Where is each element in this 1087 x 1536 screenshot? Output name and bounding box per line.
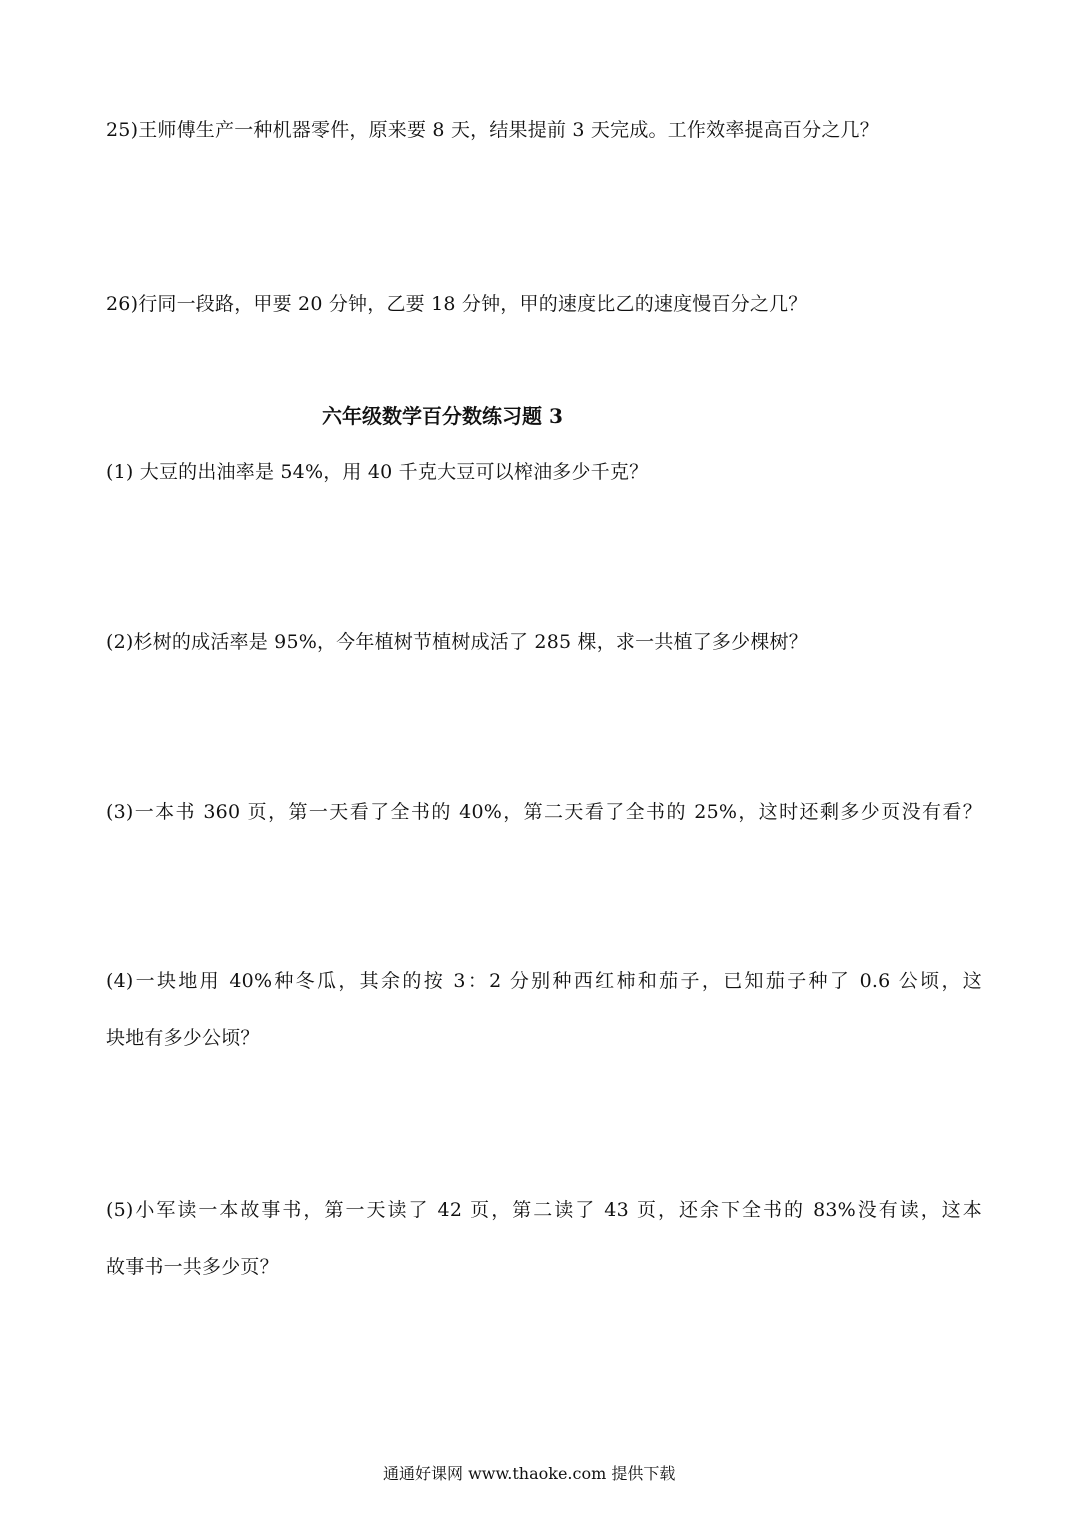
question-4-line-1: (4)一块地用 40%种冬瓜，其余的按 3：2 分别种西红柿和茄子，已知茄子种了 0.6 公顷，这 bbox=[106, 970, 982, 992]
section-title: 六年级数学百分数练习题 3 bbox=[322, 404, 563, 428]
question-5-line-2: 故事书一共多少页？ bbox=[106, 1256, 279, 1278]
question-1: (1) 大豆的出油率是 54%，用 40 千克大豆可以榨油多少千克？ bbox=[106, 461, 649, 483]
footer-text: 通通好课网 www.thaoke.com 提供下载 bbox=[383, 1464, 676, 1483]
question-25: 25)王师傅生产一种机器零件，原来要 8 天，结果提前 3 天完成。工作效率提高百分之几？ bbox=[106, 119, 879, 141]
question-26: 26)行同一段路，甲要 20 分钟，乙要 18 分钟，甲的速度比乙的速度慢百分之几？ bbox=[106, 293, 808, 315]
question-2: (2)杉树的成活率是 95%，今年植树节植树成活了 285 棵，求一共植了多少棵树？ bbox=[106, 631, 808, 653]
question-4-line-2: 块地有多少公顷？ bbox=[106, 1027, 260, 1049]
question-5-line-1: (5)小军读一本故事书，第一天读了 42 页，第二读了 43 页，还余下全书的 83%没有读，这本 bbox=[106, 1199, 982, 1221]
question-3: (3)一本书 360 页，第一天看了全书的 40%，第二天看了全书的 25%，这时还剩多少页没有看？ bbox=[106, 801, 982, 823]
